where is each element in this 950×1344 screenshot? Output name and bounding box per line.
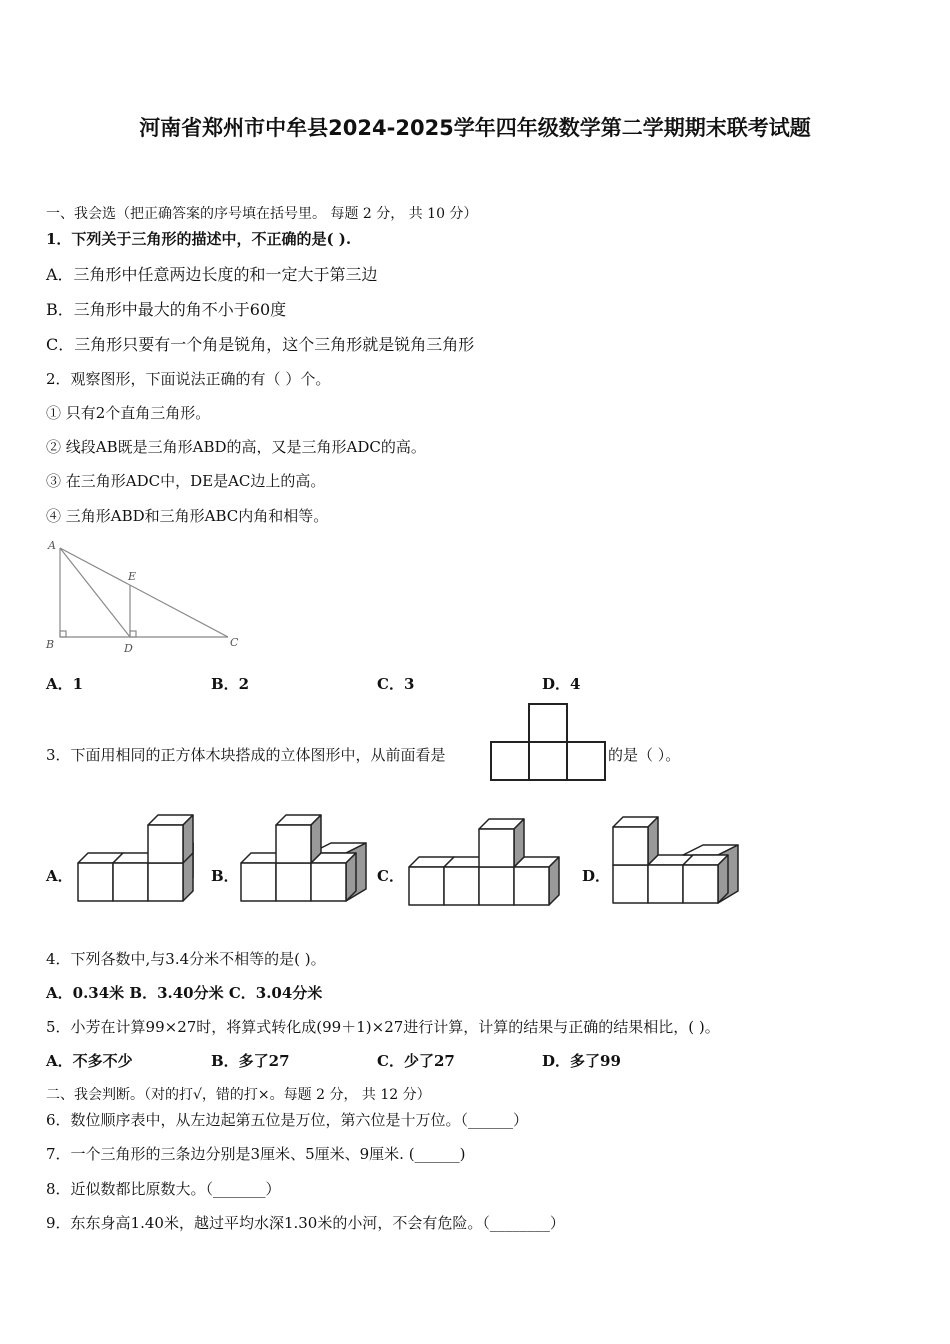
q2-statement-2: ② 线段AB既是三角形ABD的高，又是三角形ADC的高。 — [46, 438, 426, 456]
q2-option-c: C．3 — [377, 675, 415, 693]
judge-item-7: 7．一个三角形的三条边分别是3厘米、5厘米、9厘米. (______) — [46, 1145, 466, 1163]
q4-stem: 4．下列各数中,与3.4分米不相等的是( )。 — [46, 950, 326, 968]
q2-statement-1: ① 只有2个直角三角形。 — [46, 404, 211, 422]
q5-option-a: A．不多不少 — [46, 1052, 133, 1070]
front-view-figure — [490, 703, 608, 783]
cube-figure-d — [613, 815, 743, 907]
label-b: B — [46, 638, 55, 651]
q5-stem: 5．小芳在计算99×27时，将算式转化成(99＋1)×27进行计算，计算的结果与正确的结果相比，( )。 — [46, 1018, 720, 1036]
cube-figure-a — [78, 813, 208, 905]
judge-item-8: 8．近似数都比原数大。（_______） — [46, 1180, 281, 1198]
q2-option-a: A．1 — [46, 675, 84, 693]
q2-statement-3: ③ 在三角形ADC中，DE是AC边上的高。 — [46, 472, 326, 490]
q4-options: A．0.34米 B．3.40分米 C．3.04分米 — [46, 984, 323, 1002]
q2-stem: 2．观察图形，下面说法正确的有（ ）个。 — [46, 370, 331, 388]
q1-option-a: A．三角形中任意两边长度的和一定大于第三边 — [46, 265, 378, 284]
judge-item-9: 9．东东身高1.40米，越过平均水深1.30米的小河，不会有危险。（________） — [46, 1214, 565, 1232]
section1-heading: 一、我会选（把正确答案的序号填在括号里。 每题 2 分， 共 10 分） — [46, 206, 478, 222]
q3-option-a-label: A． — [46, 867, 73, 885]
label-d: D — [124, 642, 133, 655]
q2-option-b: B．2 — [211, 675, 250, 693]
label-e: E — [128, 570, 137, 583]
q3-option-b-label: B． — [211, 867, 239, 885]
q2-option-d: D．4 — [542, 675, 581, 693]
triangle-figure — [40, 535, 250, 660]
q5-option-c: C．少了27 — [377, 1052, 455, 1070]
label-a: A — [48, 539, 56, 552]
q1-option-b: B．三角形中最大的角不小于60度 — [46, 300, 287, 319]
q1-option-c: C．三角形只要有一个角是锐角，这个三角形就是锐角三角形 — [46, 335, 475, 354]
q2-statement-4: ④ 三角形ABD和三角形ABC内角和相等。 — [46, 507, 329, 525]
label-c: C — [230, 636, 239, 649]
cube-figure-b — [241, 813, 376, 905]
q3-option-c-label: C． — [377, 867, 404, 885]
cube-figure-c — [409, 815, 564, 907]
judge-item-6: 6．数位顺序表中，从左边起第五位是万位，第六位是十万位。（______） — [46, 1111, 529, 1129]
section2-heading: 二、我会判断。（对的打√，错的打×。每题 2 分， 共 12 分） — [46, 1087, 431, 1103]
q3-stem-after: 的是（ ）。 — [608, 746, 681, 764]
q5-option-b: B．多了27 — [211, 1052, 290, 1070]
q3-stem-before: 3．下面用相同的正方体木块搭成的立体图形中，从前面看是 — [46, 746, 446, 764]
page-title: 河南省郑州市中牟县2024-2025学年四年级数学第二学期期末联考试题 — [139, 116, 811, 140]
q5-option-d: D．多了99 — [542, 1052, 621, 1070]
q1-stem: 1．下列关于三角形的描述中，不正确的是( ). — [46, 230, 352, 248]
q3-option-d-label: D． — [582, 867, 611, 885]
